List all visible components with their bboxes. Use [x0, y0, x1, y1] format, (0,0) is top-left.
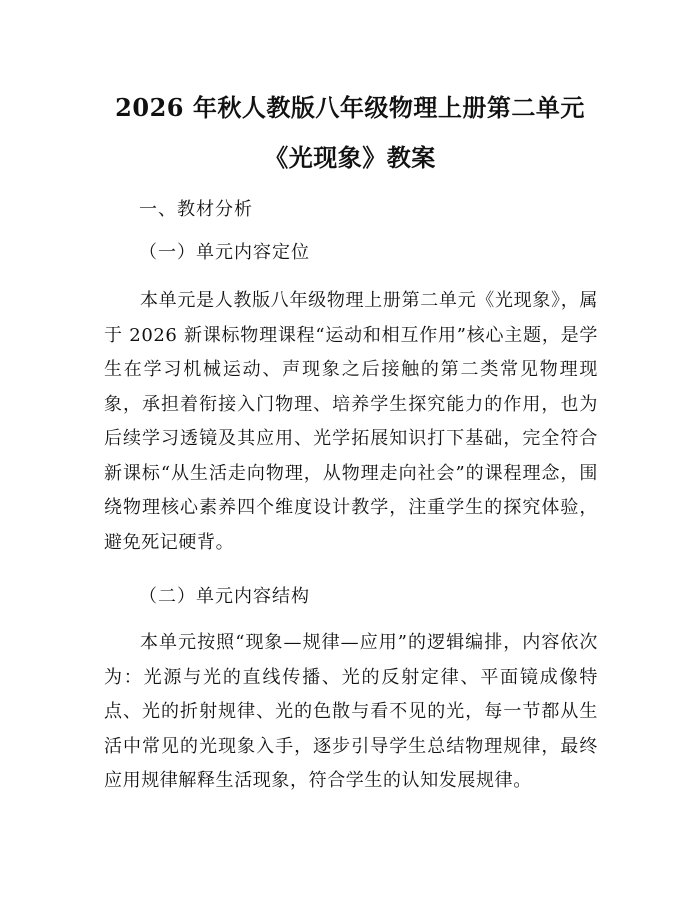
document-title-line-1: 2026 年秋人教版八年级物理上册第二单元: [115, 93, 585, 122]
paragraph-unit-structure: 本单元按照“现象—规律—应用”的逻辑编排，内容依次为：光源与光的直线传播、光的反射定律、平面镜成像特点、光的折射规律、光的色散与看不见的光，每一节都从生活中常见的光现象入手，逐步引导学生总结物理规律，最终应用规律解释生活现象，符合学生的认知发展规律。: [104, 632, 598, 791]
paragraph-unit-positioning: 本单元是人教版八年级物理上册第二单元《光现象》，属于 2026 新课标物理课程“运动和相互作用”核心主题，是学生在学习机械运动、声现象之后接触的第二类常见物理现象，承担着衔接入门物理、培养学生探究能力的作用，也为后续学习透镜及其应用、光学拓展知识打下基础，完全符合新课标“从生活走向物理，从物理走向社会”的课程理念，围绕物理核心素养四个维度设计教学，注重学生的探究体验，避免死记硬背。: [104, 290, 598, 553]
section-heading-teaching-material-analysis: 一、教材分析: [139, 199, 253, 220]
subsection-heading-unit-structure: （二）单元内容结构: [139, 586, 310, 607]
subsection-heading-unit-positioning: （一）单元内容定位: [139, 242, 310, 263]
document-title-line-2: 《光现象》教案: [264, 143, 436, 172]
